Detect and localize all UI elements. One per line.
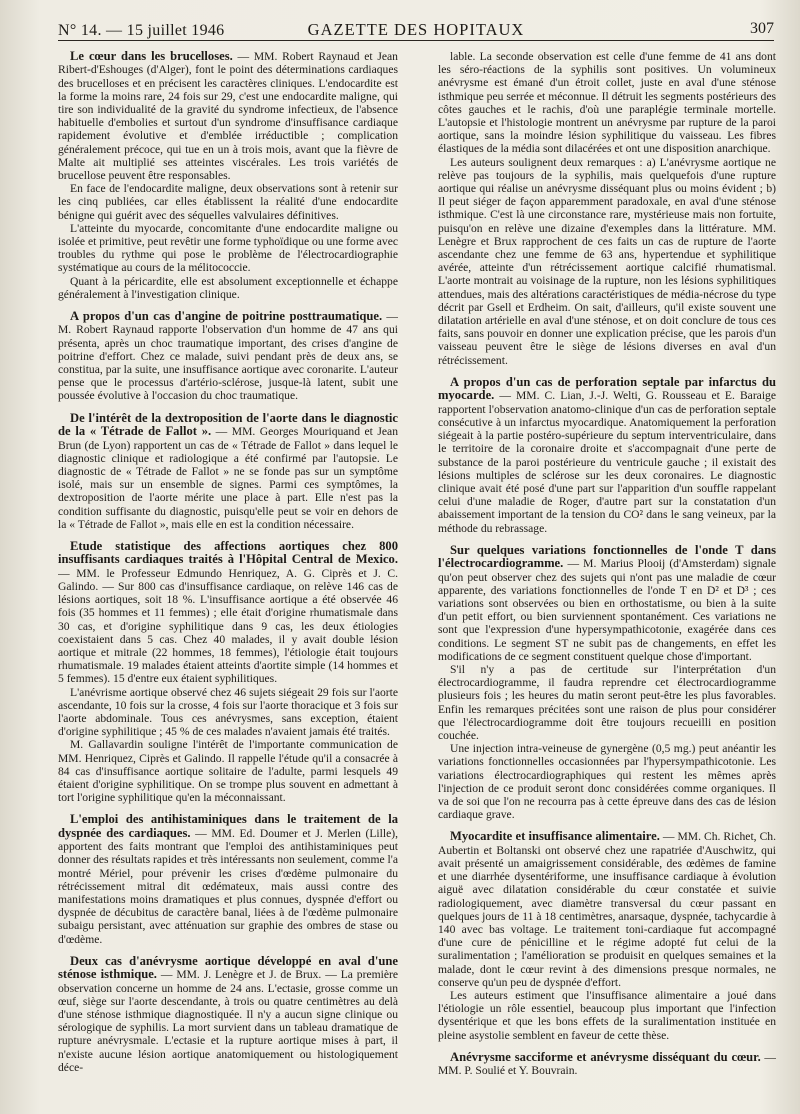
article-paragraph: rapporte l'observation d'un homme de 47 ans qui présenta, après un choc traumatique important, des crises d'angine de poitrine d'effort. Chez ce malade, suivi pendant près de deux ans, se constitua, par la suite, une insuffisance aortique avec coronarite. L'auteur pense que le processus d'artério-sclérose, jusque-là latent, subit une poussée évolutive à l'occasion du choc traumatique. xyxy=(58,323,398,403)
issue-number-date: N° 14. — 15 juillet 1946 xyxy=(58,22,225,39)
article xyxy=(58,412,398,531)
article xyxy=(58,955,398,1074)
article-title: Myocardite et insuffisance alimentaire. xyxy=(450,829,660,844)
article-authors: — MM. C. Lian, J.-J. Welti, G. Rousseau et E. Baraige xyxy=(499,389,776,403)
article-title: De l'intérêt de la dextroposition de l'aorte dans le diagnostic de la « Tétrade de Fallot ». xyxy=(58,410,398,439)
article-lead xyxy=(438,1051,776,1078)
article xyxy=(58,540,398,804)
article xyxy=(58,813,398,945)
article xyxy=(58,50,398,301)
article-authors: — MM. J. Lenègre et J. de Brux. xyxy=(160,968,322,982)
article-lead xyxy=(58,412,398,531)
article xyxy=(438,830,776,1041)
article-title: Le cœur dans les brucelloses. xyxy=(70,50,233,63)
article-authors: — MM. Ed. Doumer et J. Merlen (Lille), xyxy=(195,826,398,840)
article-paragraph: font le point des déterminations cardiaques des brucelloses et en précisent les caractères cliniques. L'endocardite est la forme la moins rare, 24 fois sur 29, c'est une endocardite maligne, qui tire son individualité de la gravité du syndrome infectieux, de l'absence habituelle d'embolies et surtout d'un syndrome d'insuffisance cardiaque rapidement évolutive et d'emblée irréductible ; complication généralement précoce, qui tue en un à trois mois, avant que la fièvre de Malte ait multiplié ses atteintes viscérales. Les trois variétés de brucellose peuvent être responsables. xyxy=(58,63,398,183)
article-paragraph: ont observé chez une rapatriée d'Auschwitz, qui avait présenté un amaigrissement considérable, des œdèmes de famine et une diarrhée dysentériforme, une insuffisance cardiaque à évolution aiguë avec dilatation considérable du cœur constatée et suivie radiologiquement, avec diamètre transversal du cœur passant en quelques jours de 11 à 18 centimètres, anarsaque, dyspnée, tachycardie à 140 avec bas voltage. Le traitement toni-cardiaque fut accompagné d'une cure de pénicilline et le régime adopté fut celui de la suralimentation ; l'amélioration se produisit en quelques semaines et la malade, dont le cœur revint à des dimensions presque normales, ne conserve qu'un peu de dyspnée d'effort. xyxy=(438,843,776,989)
article-paragraph: M. Gallavardin souligne l'intérêt de l'importante communication de MM. Henriquez, Ciprès et Galindo. Il rappelle l'étude qu'il a consacrée à 84 cas d'insuffisance aortique solitaire de l'adulte, parmi lesquels 49 étaient d'origine syphilitique. On se trompe plus souvent en admettant à tort l'origine syphilitique qu'en la méconnaissant. xyxy=(58,738,398,805)
article-lead xyxy=(58,50,398,182)
article-title: L'emploi des antihistaminiques dans le traitement de la dyspnée des cardiaques. xyxy=(58,812,398,840)
article-paragraph: rapportent l'observation anatomo-clinique d'un cas de perforation septale consécutive à un infarctus myocardique. Anatomiquement la perforation siégeait à la partie postéro-supérieure du septum interventriculaire, dans le territoire de la coronaire droite et s'accompagnait d'une perte de substance de la paroi postérieure du ventricule gauche ; il existait des lésions multiples de sclérose sur les deux coronaires. Le diagnostic clinique avait été posé d'une part sur l'apparition d'un souffle rappelant celui d'une maladie de Roger, d'autre part sur la constatation d'un abaissement important de la tension du CO² dans le sang veineux, par la méthode du rebrassage. xyxy=(438,402,776,535)
page-number: 307 xyxy=(750,20,774,37)
page-header xyxy=(58,10,774,41)
article-paragraph: Les auteurs soulignent deux remarques : a) L'anévrysme aortique ne relève pas toujours de la syphilis, mais quelquefois d'une rupture aortique qui réalise un anévrysme disséquant plus ou moins évident ; b) Il peut siéger de façon apparemment paradoxale, en aval d'une sténose isthmique. C'est là une circonstance rare, mystérieuse mais non fortuite, puisqu'on en relève une dizaine d'exemples dans la littérature. MM. Lenègre et Brux rapprochent de ces faits un cas de rupture de l'aorte ascendante chez une femme de 63 ans, hypertendue et syphilitique avérée, atteinte d'un rétrécissement aortique calcifié rhumatismal. L'aorte montrait au voisinage de la rupture, non les lésions syphilitiques attendues, mais des altérations caractéristiques de média-nécrose du type décrit par Gsell et Erdheim. On sait, d'ailleurs, qu'il existe souvent une dilatation artérielle en aval d'une sténose, et on doit conclure de tous ces faits, sans pouvoir en donner une explication précise, que les parois d'un vaisseau peuvent être le siège de lésions diverses en aval d'un rétrécissement. xyxy=(438,155,776,367)
right-column xyxy=(438,50,776,1100)
article-paragraph: L'anévrisme aortique observé chez 46 sujets siégeait 29 fois sur l'aorte ascendante, 10 fois sur la crosse, 4 fois sur l'aorte thoracique et 3 fois sur l'aorte abdominale. Tous ces anévrysmes, sans exception, étaient d'origine syphilitique ; 45 % de ces malades n'avaient jamais été traités. xyxy=(58,685,398,739)
article-title: Anévrysme sacciforme et anévrysme disséquant du cœur. xyxy=(450,1049,761,1064)
article-title: A propos d'un cas d'angine de poitrine posttraumatique. xyxy=(70,309,383,324)
article-lead xyxy=(58,955,398,1074)
article-paragraph: lable. La seconde observation est celle d'une femme de 41 ans dont les séro-réactions de la syphilis sont positives. Un volumineux anévrysme est émané d'un étroit collet, juste en aval d'une sténose isthmique peu serrée et méconnue. Il détruit les segments postérieurs des côtes gauches et le rachis, d'où une paraplégie terminale mortelle. L'autopsie et l'histologie montrent un anévrysme par rupture de la paroi aortique, sans la moindre lésion syphilitique du vaisseau. Les fibres élastiques de la média sont dilacérées et ont une disposition anarchique. xyxy=(438,50,776,156)
left-column xyxy=(58,50,398,1100)
article-lead xyxy=(58,813,398,945)
article-lead xyxy=(58,540,398,686)
article-authors: — MM. le Professeur Edmundo Henriquez, A. G. Ciprès et J. C. Galindo. xyxy=(58,566,398,593)
article-authors: — MM. Ch. Richet, Ch. Aubertin et Boltanski xyxy=(438,830,776,857)
article xyxy=(438,376,776,535)
article-paragraph: rapportent un cas de « Tétrade de Fallot » dans lequel le diagnostic clinique et radiologique a été confirmé par l'autopsie. Le diagnostic de « Tétrade de Fallot » ne se fonde pas sur un symptôme isolé, mais sur un ensemble de signes. Parmi ces symptômes, la dextroposition de l'aorte mérite une place à part. Elle n'est pas la condition suffisante du diagnostic, puisqu'elle peut se voir en dehors de la « Tétrade de Fallot », mais elle en est la condition nécessaire. xyxy=(58,438,398,531)
article-lead xyxy=(438,376,776,535)
article-paragraph: signale qu'on peut observer chez des sujets qui n'ont pas une maladie de cœur apparente, des variations fonctionnelles de l'onde T en D² et D³ ; ces variations sont observées ou bien en orthostatisme, ou bien à la suite d'un petit effort, ou bien surviennent spontanément. Ces variations ne sont que l'expression d'une hypersympathicotonie, exagérée dans ces conditions. Le segment ST ne subit pas de changements, en effet les modifications de ce segment constituent quelque chose d'important. xyxy=(438,557,776,663)
article-paragraph: apportent des faits montrant que l'emploi des antihistaminiques peut donner des résultats rapides et très intéressants non seulement, comme l'a montré Mériel, pour prévenir les crises d'œdème pulmonaire du rétrécissement mitral dit œdémateux, mais aussi contre des manifestations moins dramatiques et plus connues, dyspnée d'effort ou dyspnée de décubitus de caractère banal, liées à de l'œdème pulmonaire subaigu persistant, avec atténuation sur graphie des ombres de stase ou d'œdème. xyxy=(58,840,398,946)
article-lead xyxy=(438,544,776,663)
article xyxy=(438,1051,776,1078)
article-authors: — MM. P. Soulié et Y. Bouvrain. xyxy=(438,1050,776,1078)
article-authors: — M. Robert Raynaud xyxy=(58,310,398,337)
article-paragraph: Quant à la péricardite, elle est absolument exceptionnelle et échappe généralement à l'investigation clinique. xyxy=(58,274,398,301)
article-paragraph: L'atteinte du myocarde, concomitante d'une endocardite maligne ou isolée et primitive, peut revêtir une forme typhoïdique ou une forme avec troubles du rythme qui pose le problème de l'électrocardiographie systématique au cours de la mélitococcie. xyxy=(58,221,398,275)
article-lead xyxy=(58,310,398,403)
article-title: Deux cas d'anévrysme aortique développé en aval d'une sténose isthmique. xyxy=(58,953,398,982)
article xyxy=(438,544,776,822)
article-paragraph: — Sur 800 cas d'insuffisance cardiaque, on relève 146 cas de lésions aortiques, soit 18 %. L'insuffisance aortique a été observée 46 fois (35 hommes et 11 femmes) ; elle était d'origine rhumatismale dans 30 cas, et d'origine syphilitique dans 9 cas, les deux étiologies coexistaient dans 5 cas. Chez 40 malades, il y avait double lésion aortique et mitrale (22 hommes, 18 femmes), l'étiologie était toujours rhumatismale. 19 malades étaient atteints d'aortite simple (14 hommes et 5 femmes). 15 d'entre eux étaient syphilitiques. xyxy=(58,579,398,686)
article xyxy=(58,310,398,403)
article-title: Sur quelques variations fonctionnelles de l'onde T dans l'électrocardiogramme. xyxy=(438,542,776,571)
article-authors: — MM. Georges Mouriquand et Jean Brun (de Lyon) xyxy=(58,425,398,452)
journal-title: GAZETTE DES HOPITAUX xyxy=(307,20,525,39)
article-paragraph: S'il n'y a pas de certitude sur l'interprétation d'un électrocardiogramme, il faudra reprendre cet électrocardiogramme plusieurs fois ; les heures du matin seront peut-être les plus favorables. Enfin les remarques précitées sont une raison de plus pour considérer que l'électrocardiogramme doit être toujours recueilli en position couchée. xyxy=(438,662,776,742)
article-paragraph: Les auteurs estiment que l'insuffisance alimentaire a joué dans l'étiologie un rôle essentiel, beaucoup plus important que l'infection dysentérique et que les bons effets de la suralimentation instituée en pleine asystolie semblent en faveur de cette thèse. xyxy=(438,989,776,1042)
article-authors: — M. Marius Plooij (d'Amsterdam) xyxy=(567,557,740,571)
article-paragraph: Une injection intra-veineuse de gynergène (0,5 mg.) peut anéantir les variations fonctionnelles occasionnées par l'hypersympathicotonie. Les variations électrocardiographiques qui restent les mêmes après l'injection de ce produit seront donc considérées comme organiques. Il va de soi que l'on ne recourra pas à cette épreuve dans des cas de lésion cardiaque grave. xyxy=(438,742,776,822)
article-lead xyxy=(438,830,776,989)
article-paragraph: — La première observation concerne un homme de 24 ans. L'ectasie, grosse comme un œuf, siège sur l'aorte descendante, à trois ou quatre centimètres au delà d'une sténose isthmique diagnostiquée. Il n'y a aucun signe clinique ou sérologique de syphilis. La mort survient dans un tableau dramatique de rupture anévrysmale. L'ectasie et la rupture aortique mises à part, il n'existe aucune lésion aortique anatomiquement ou histologiquement déce- xyxy=(58,968,398,1074)
article-title: Etude statistique des affections aortiques chez 800 insuffisants cardiaques traités à l'Hôpital Central de Mexico. xyxy=(58,538,398,567)
article-authors: — MM. Robert Raynaud et Jean Ribert-d'Eshouges (d'Alger), xyxy=(58,50,398,77)
article-title: A propos d'un cas de perforation septale par infarctus du myocarde. xyxy=(438,374,776,403)
article-paragraph: En face de l'endocardite maligne, deux observations sont à retenir sur les cinq publiées, car elles établissent la réalité d'une endocardite bénigne qui guérit avec des séquelles valvulaires définitives. xyxy=(58,182,398,222)
article xyxy=(438,50,776,367)
